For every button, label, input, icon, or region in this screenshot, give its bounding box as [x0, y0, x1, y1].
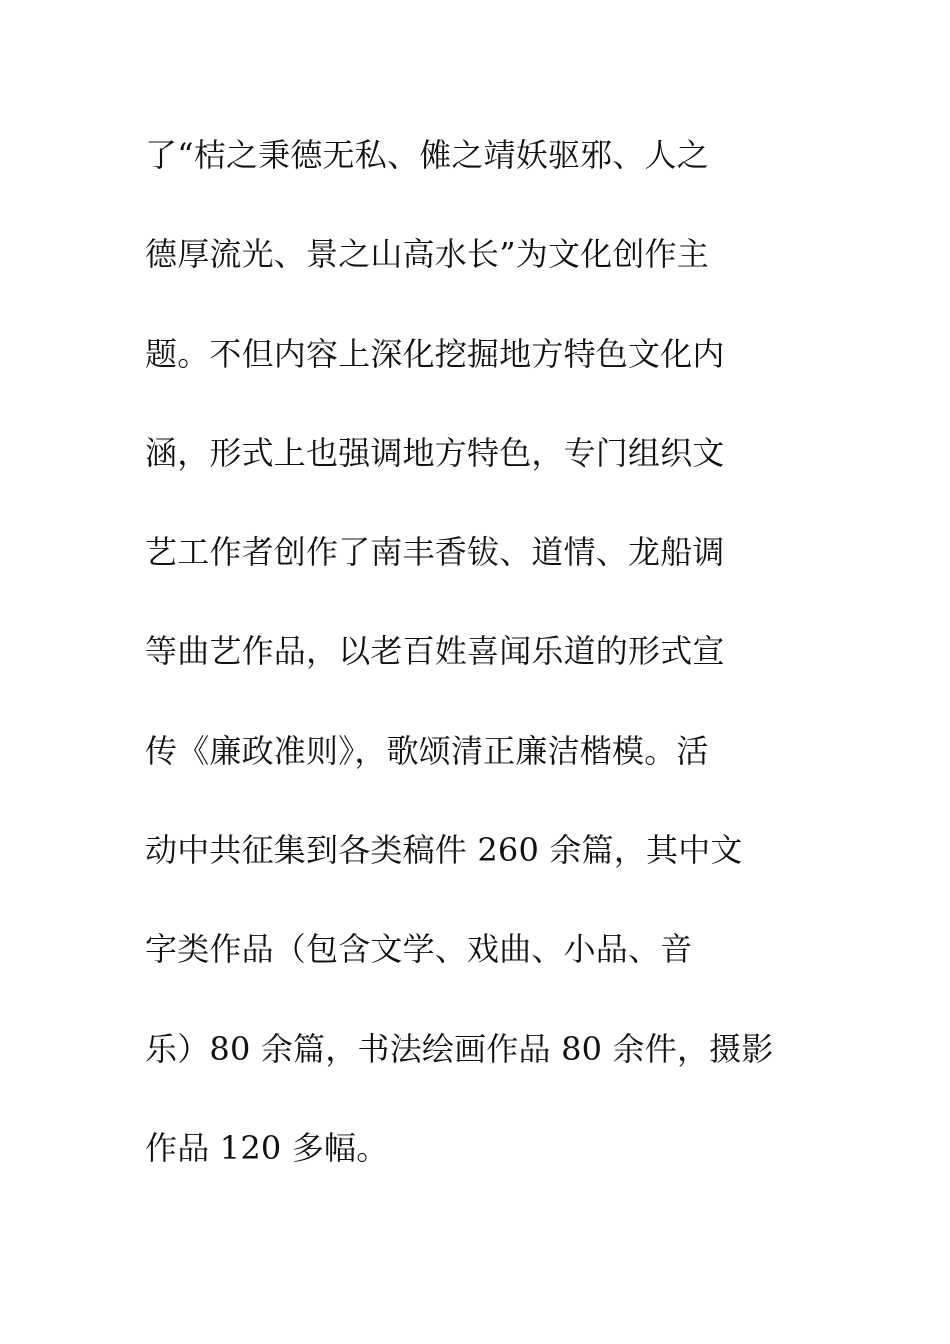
paragraph-line-11: 作品 120 多幅。 [145, 1128, 389, 1167]
paragraph-line-6: 等曲艺作品，以老百姓喜闻乐道的形式宣 [145, 632, 725, 671]
paragraph-line-3: 题。不但内容上深化挖掘地方特色文化内 [145, 334, 725, 373]
paragraph-line-10: 乐）80 余篇，书法绘画作品 80 余件，摄影 [145, 1029, 774, 1068]
paragraph-line-2: 德厚流光、景之山高水长”为文化创作主 [145, 235, 709, 274]
body-paragraph [145, 125, 845, 1217]
paragraph-line-4: 涵，形式上也强调地方特色，专门组织文 [145, 433, 725, 472]
paragraph-line-1: 了“桔之秉德无私、傩之靖妖驱邪、人之 [145, 136, 709, 174]
paragraph-line-9: 字类作品（包含文学、戏曲、小品、音 [145, 930, 693, 969]
paragraph-line-7: 传《廉政准则》，歌颂清正廉洁楷模。活 [145, 731, 709, 770]
paragraph-line-8: 动中共征集到各类稿件 260 余篇，其中文 [145, 831, 743, 870]
paragraph-line-5: 艺工作者创作了南丰香钹、道情、龙船调 [145, 533, 725, 572]
